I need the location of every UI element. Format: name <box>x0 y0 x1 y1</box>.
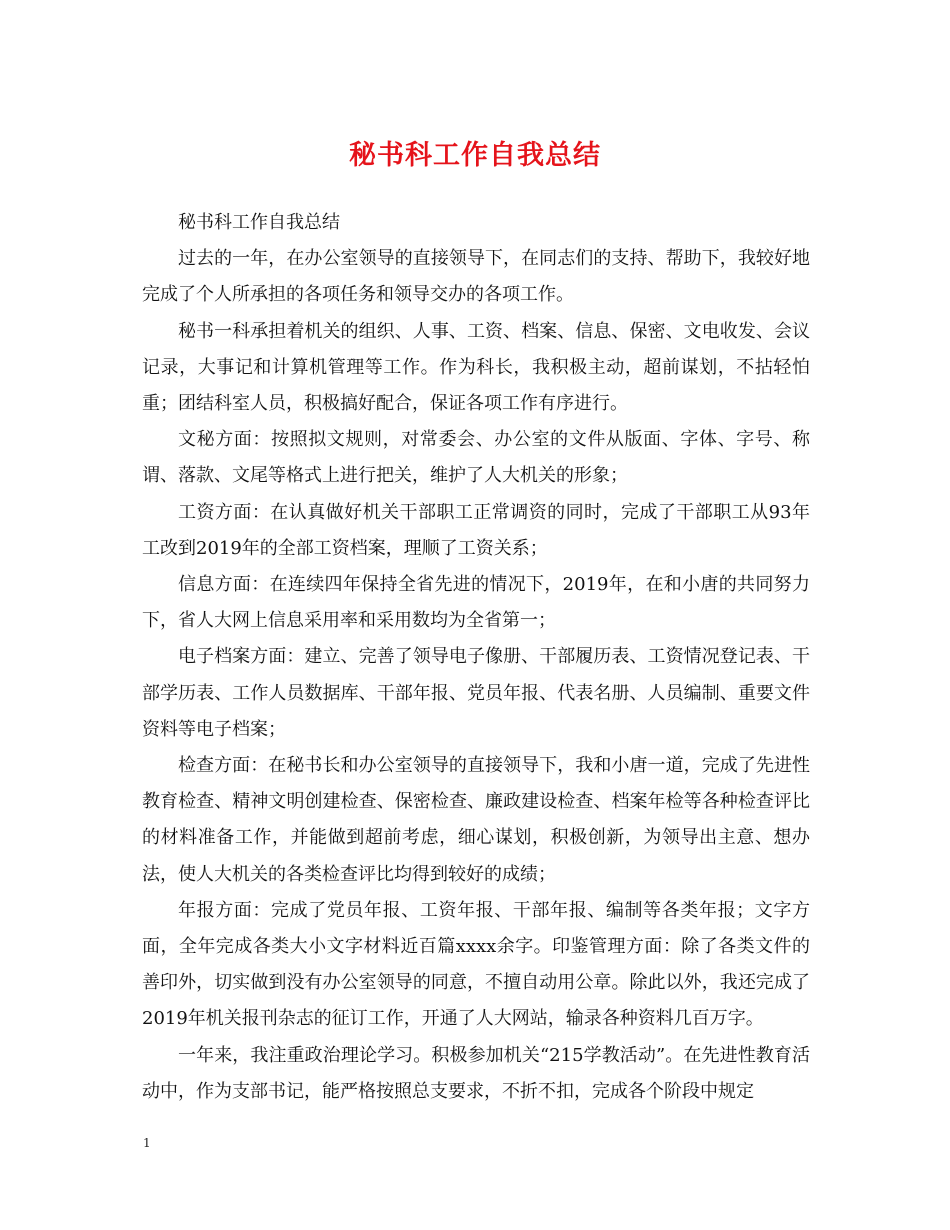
document-body <box>142 205 810 1110</box>
paragraph: 文秘方面：按照拟文规则，对常委会、办公室的文件从版面、字体、字号、称谓、落款、文尾等格式上进行把关，维护了人大机关的形象； <box>142 429 810 487</box>
paragraph: 电子档案方面：建立、完善了领导电子像册、干部履历表、工资情况登记表、干部学历表、工作人员数据库、干部年报、党员年报、代表名册、人员编制、重要文件资料等电子档案； <box>142 646 810 740</box>
paragraph: 年报方面：完成了党员年报、工资年报、干部年报、编制等各类年报；文字方面，全年完成各类大小文字材料近百篇xxxx余字。印鉴管理方面：除了各类文件的善印外，切实做到没有办公室领导的同意，不擅自动用公章。除此以外，我还完成了2019年机关报刊杂志的征订工作，开通了人大网站，输录各种资料几百万字。 <box>142 899 810 1030</box>
paragraph: 检查方面：在秘书长和办公室领导的直接领导下，我和小唐一道，完成了先进性教育检查、精神文明创建检查、保密检查、廉政建设检查、档案年检等各种检查评比的材料准备工作，并能做到超前考虑，细心谋划，积极创新，为领导出主意、想办法，使人大机关的各类检查评比均得到较好的成绩； <box>142 755 810 885</box>
document-title: 秘书科工作自我总结 <box>349 140 601 171</box>
paragraph: 一年来，我注重政治理论学习。积极参加机关“215学教活动”。在先进性教育活动中，作为支部书记，能严格按照总支要求，不折不扣，完成各个阶段中规定 <box>142 1044 810 1102</box>
page-number: 1 <box>143 1136 151 1150</box>
paragraph: 过去的一年，在办公室领导的直接领导下，在同志们的支持、帮助下，我较好地完成了个人所承担的各项任务和领导交办的各项工作。 <box>142 248 810 306</box>
paragraph: 信息方面：在连续四年保持全省先进的情况下，2019年，在和小唐的共同努力下，省人大网上信息采用率和采用数均为全省第一； <box>142 574 810 632</box>
paragraph: 秘书科工作自我总结 <box>178 212 340 233</box>
paragraph: 秘书一科承担着机关的组织、人事、工资、档案、信息、保密、文电收发、会议记录，大事记和计算机管理等工作。作为科长，我积极主动，超前谋划，不拈轻怕重；团结科室人员，积极搞好配合，保证各项工作有序进行。 <box>142 320 810 415</box>
paragraph: 工资方面：在认真做好机关干部职工正常调资的同时，完成了干部职工从93年工改到2019年的全部工资档案，理顺了工资关系； <box>142 501 810 559</box>
